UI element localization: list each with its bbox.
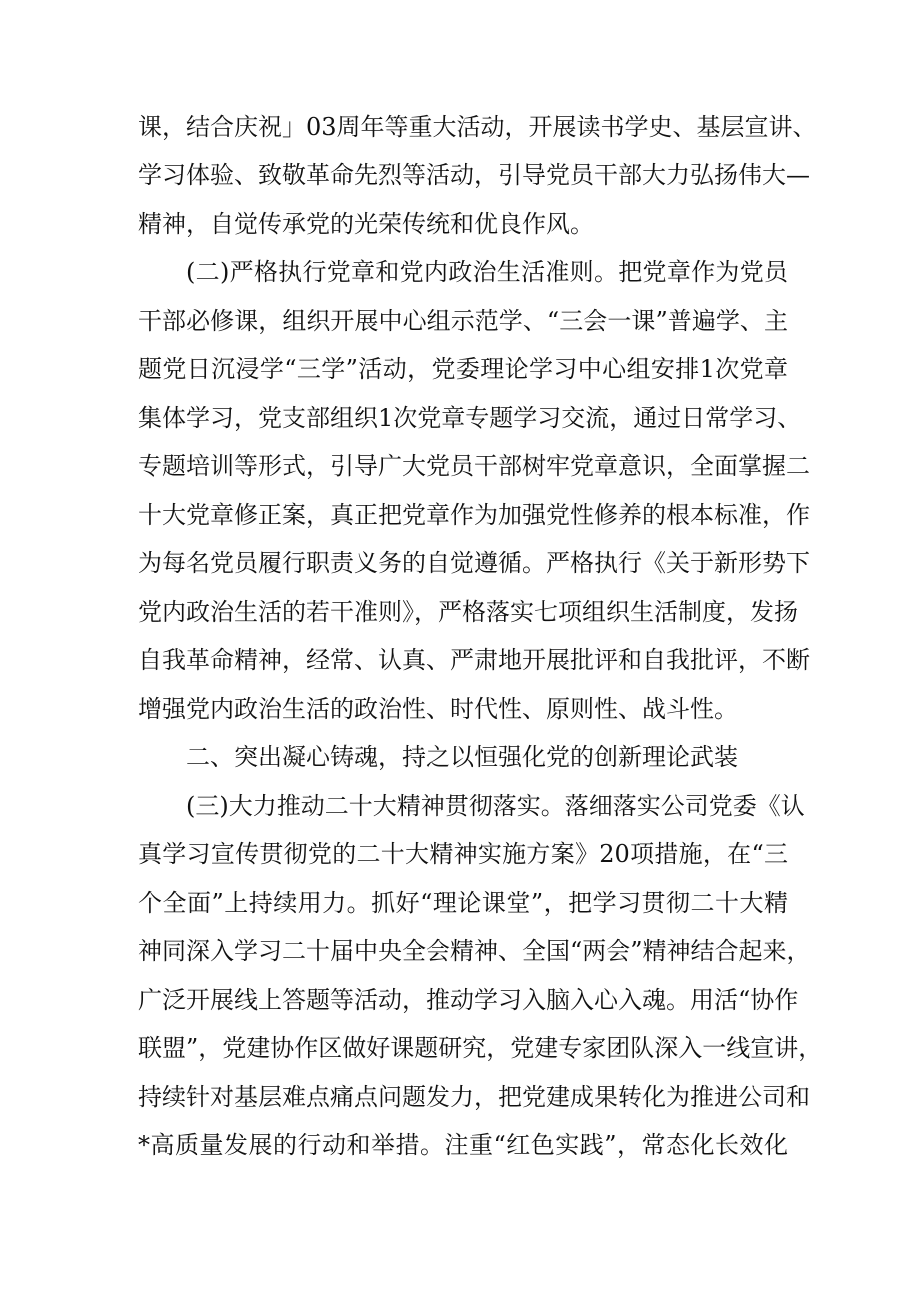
text-line: 神同深入学习二十届中央全会精神、全国“两会”精神结合起来， [138,937,811,965]
text-line: 集体学习，党支部组织1次党章专题学习交流，通过日常学习、 [138,404,802,432]
text-line: 干部必修课，组织开展中心组示范学、“三会一课”普遍学、主 [138,307,788,335]
text-line: 课，结合庆祝」03周年等重大活动，开展读书学史、基层宣讲、 [138,113,817,141]
section-2-heading-line: (二)严格执行党章和党内政治生活准则。把党章作为党员 [186,258,788,286]
text-line: 学习体验、致敬革命先烈等活动，引导党员干部大力弘扬伟大— [138,161,810,189]
text-line: 党内政治生活的若干准则》，严格落实七项组织生活制度，发扬 [138,598,798,626]
text-line: 十大党章修正案，真正把党章作为加强党性修养的根本标准，作 [138,501,810,529]
text-line: 为每名党员履行职责义务的自觉遵循。严格执行《关于新形势下 [138,549,810,577]
section-3-heading-line: (三)大力推动二十大精神贯彻落实。落细落实公司党委《认 [186,792,805,820]
text-line: 题党日沉浸学“三学”活动，党委理论学习中心组安排1次党章 [138,355,788,383]
text-line: 真学习宣传贯彻党的二十大精神实施方案》20项措施，在“三 [138,840,788,868]
text-line: 增强党内政治生活的政治性、时代性、原则性、战斗性。 [138,695,738,723]
text-line: 广泛开展线上答题等活动，推动学习入脑入心入魂。用活“协作 [138,986,799,1014]
text-line: 自我革命精神，经常、认真、严肃地开展批评和自我批评，不断 [138,646,810,674]
section-heading: 二、突出凝心铸魂，持之以恒强化党的创新理论武装 [186,743,738,771]
text-line: 持续针对基层难点痛点问题发力，把党建成果转化为推进公司和 [138,1083,810,1111]
text-line: *高质量发展的行动和举措。注重“红色实践”，常态化长效化 [138,1131,788,1159]
text-line: 个全面”上持续用力。抓好“理论课堂”，把学习贯彻二十大精 [138,889,788,917]
text-line: 精神，自觉传承党的光荣传统和优良作风。 [138,210,594,238]
text-line: 专题培训等形式，引导广大党员干部树牢党章意识，全面掌握二 [138,452,810,480]
text-line: 联盟”，党建协作区做好课题研究，党建专家团队深入一线宣讲， [138,1034,823,1062]
